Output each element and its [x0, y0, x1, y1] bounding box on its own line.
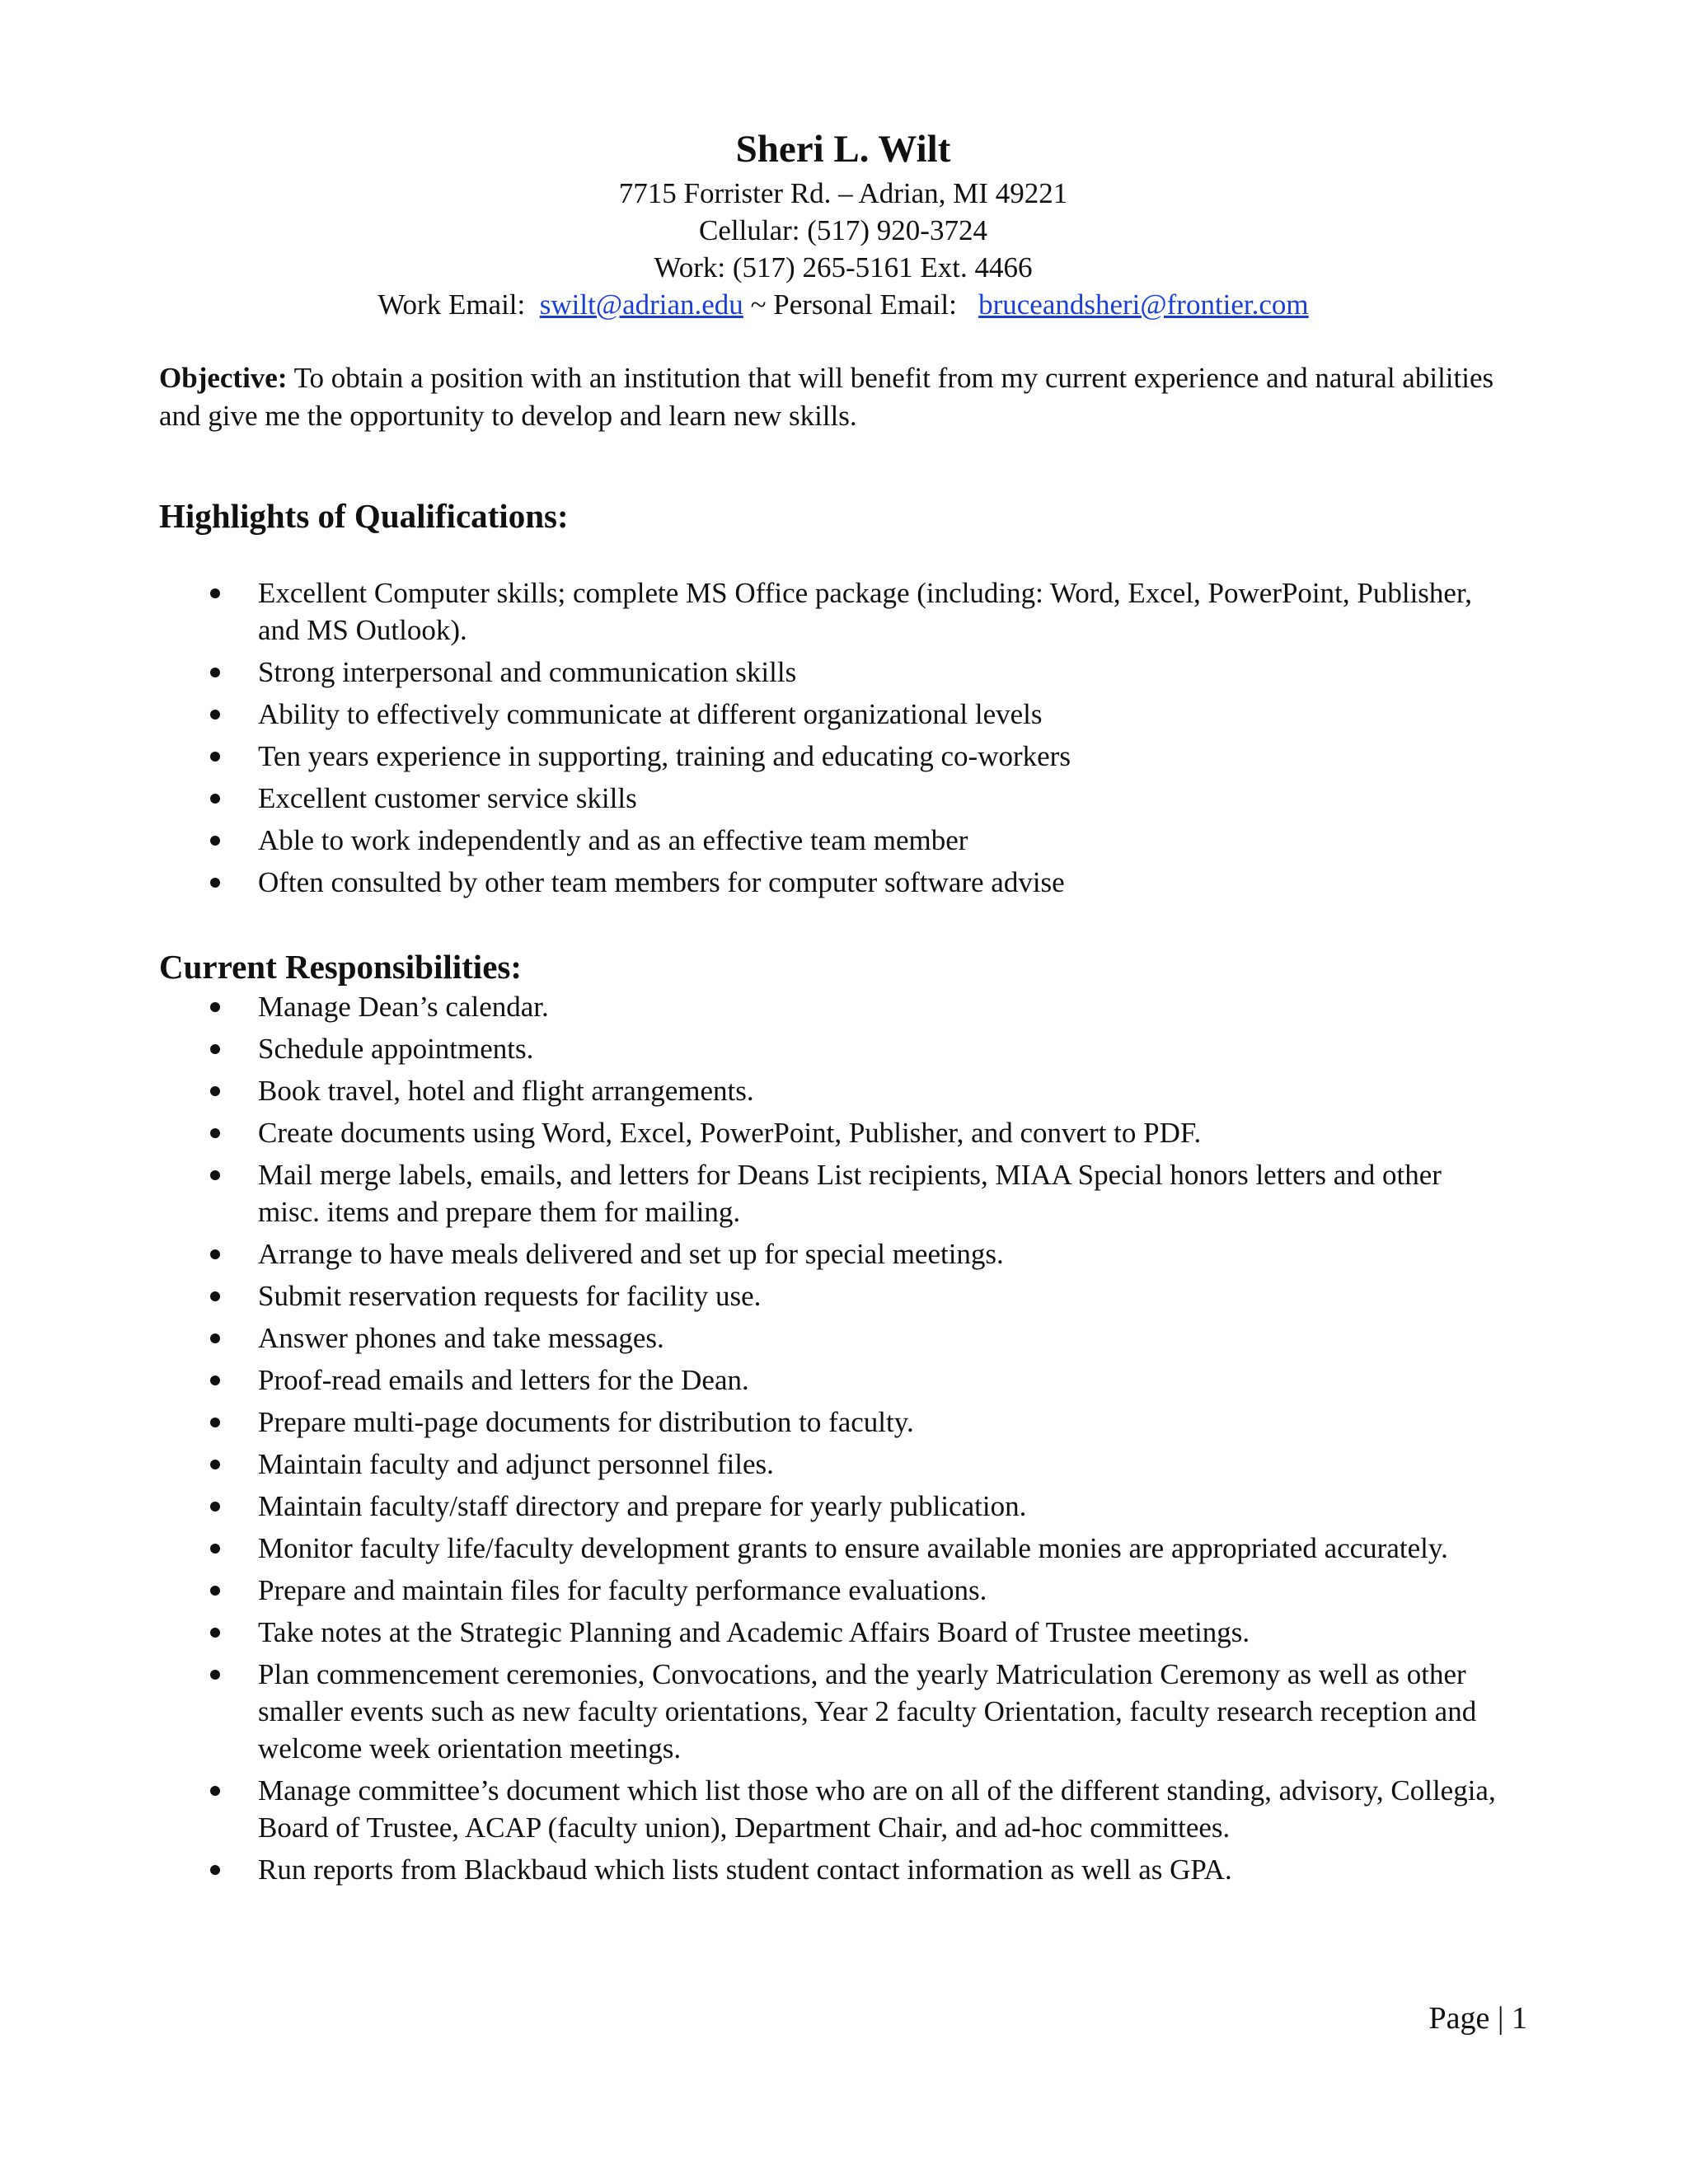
list-item [159, 1319, 1503, 1357]
list-item [159, 988, 1503, 1025]
list-item [159, 780, 1503, 817]
list-item-text: Maintain faculty and adjunct personnel files. [258, 1448, 774, 1480]
list-item-text: Submit reservation requests for facility use. [258, 1280, 762, 1312]
list-item-text: Manage committee’s document which list those who are on all of the different standing, advisory, Collegia, Board of Trustee, ACAP (faculty union), Department Chair, and ad-hoc committees. [258, 1774, 1496, 1844]
list-item [159, 696, 1503, 733]
personal-email-label: Personal Email: [773, 288, 957, 321]
list-item [159, 1235, 1503, 1272]
list-item [159, 1361, 1503, 1399]
bullet-icon [210, 1502, 220, 1511]
bullet-icon [210, 794, 220, 804]
work-email-label: Work Email: [377, 288, 526, 321]
bullet-icon [210, 836, 220, 846]
bullet-icon [210, 1249, 220, 1259]
bullet-icon [210, 1002, 220, 1012]
list-item [159, 1772, 1503, 1846]
list-item [159, 864, 1503, 901]
bullet-icon [210, 1786, 220, 1796]
list-item-text: Answer phones and take messages. [258, 1322, 664, 1354]
list-item [159, 1530, 1503, 1567]
objective-text: To obtain a position with an institution that will benefit from my current experience and natural abilities and give me the opportunity to develop and learn new skills. [159, 362, 1494, 432]
list-item-text: Maintain faculty/staff directory and prepare for yearly publication. [258, 1490, 1027, 1522]
bullet-icon [210, 710, 220, 719]
list-item [159, 1488, 1503, 1525]
email-separator: ~ [750, 288, 767, 321]
bullet-icon [210, 1086, 220, 1096]
list-item-text: Able to work independently and as an effective team member [258, 824, 968, 856]
list-item-text: Run reports from Blackbaud which lists student contact information as well as GPA. [258, 1854, 1232, 1886]
objective-section [159, 359, 1511, 435]
bullet-icon [210, 1333, 220, 1343]
bullet-icon [210, 752, 220, 762]
candidate-name: Sheri L. Wilt [735, 128, 951, 171]
bullet-icon [210, 1128, 220, 1138]
list-item-text: Prepare multi-page documents for distribution to faculty. [258, 1406, 914, 1438]
list-item-text: Often consulted by other team members for computer software advise [258, 866, 1065, 898]
work-email-link[interactable]: swilt@adrian.edu [539, 288, 743, 321]
objective-label: Objective: [159, 362, 288, 394]
bullet-icon [210, 1170, 220, 1180]
bullet-icon [210, 668, 220, 677]
bullet-icon [210, 1376, 220, 1385]
qualifications-list [159, 574, 1527, 901]
bullet-icon [210, 588, 220, 598]
bullet-icon [210, 1291, 220, 1301]
list-item [159, 1404, 1503, 1441]
personal-email-link[interactable]: bruceandsheri@frontier.com [978, 288, 1309, 321]
bullet-icon [210, 1865, 220, 1875]
list-item-text: Ten years experience in supporting, training and educating co-workers [258, 740, 1071, 772]
bullet-icon [210, 1418, 220, 1427]
list-item-text: Strong interpersonal and communication skills [258, 656, 797, 688]
bullet-icon [210, 1586, 220, 1596]
list-item-text: Proof-read emails and letters for the Dean. [258, 1364, 749, 1396]
list-item-text: Monitor faculty life/faculty development grants to ensure available monies are appropriated accurately. [258, 1532, 1448, 1564]
list-item [159, 1156, 1503, 1230]
bullet-icon [210, 1628, 220, 1638]
page-number: Page | 1 [1428, 2001, 1527, 2036]
work-phone-line: Work: (517) 265-5161 Ext. 4466 [654, 251, 1033, 284]
list-item [159, 822, 1503, 859]
list-item [159, 1851, 1503, 1888]
list-item-text: Mail merge labels, emails, and letters for Deans List recipients, MIAA Special honors letters and other misc. items and prepare them for mailing. [258, 1159, 1442, 1228]
list-item-text: Manage Dean’s calendar. [258, 991, 549, 1023]
bullet-icon [210, 1460, 220, 1469]
list-item [159, 1572, 1503, 1609]
list-item-text: Book travel, hotel and flight arrangements. [258, 1075, 754, 1107]
bullet-icon [210, 1544, 220, 1554]
list-item-text: Arrange to have meals delivered and set up for special meetings. [258, 1238, 1004, 1270]
list-item [159, 1030, 1503, 1067]
list-item [159, 1114, 1503, 1151]
bullet-icon [210, 1670, 220, 1680]
list-item-text: Schedule appointments. [258, 1033, 534, 1065]
list-item-text: Prepare and maintain files for faculty performance evaluations. [258, 1574, 987, 1606]
list-item [159, 738, 1503, 775]
address-line: 7715 Forrister Rd. – Adrian, MI 49221 [618, 177, 1068, 209]
qualifications-heading: Highlights of Qualifications: [159, 497, 569, 535]
list-item [159, 654, 1503, 691]
list-item-text: Ability to effectively communicate at different organizational levels [258, 698, 1043, 730]
cellular-line: Cellular: (517) 920-3724 [699, 214, 987, 246]
resume-header [159, 124, 1527, 323]
list-item [159, 1656, 1503, 1767]
list-item [159, 1446, 1503, 1483]
list-item [159, 1072, 1503, 1109]
list-item-text: Plan commencement ceremonies, Convocations, and the yearly Matriculation Ceremony as well as other smaller events such as new faculty orientations, Year 2 faculty Orientation, faculty research reception and welcome week orientation meetings. [258, 1658, 1477, 1765]
list-item-text: Excellent Computer skills; complete MS Office package (including: Word, Excel, PowerPoint, Publisher, and MS Outlook). [258, 577, 1472, 646]
responsibilities-list [159, 988, 1527, 1888]
list-item [159, 1277, 1503, 1315]
list-item-text: Take notes at the Strategic Planning and Academic Affairs Board of Trustee meetings. [258, 1616, 1250, 1648]
resume-content [159, 124, 1527, 1893]
responsibilities-heading: Current Responsibilities: [159, 948, 523, 986]
list-item [159, 574, 1503, 649]
bullet-icon [210, 1044, 220, 1054]
list-item-text: Excellent customer service skills [258, 782, 637, 814]
list-item-text: Create documents using Word, Excel, PowerPoint, Publisher, and convert to PDF. [258, 1117, 1202, 1149]
email-line [159, 286, 1527, 323]
list-item [159, 1614, 1503, 1651]
bullet-icon [210, 878, 220, 888]
